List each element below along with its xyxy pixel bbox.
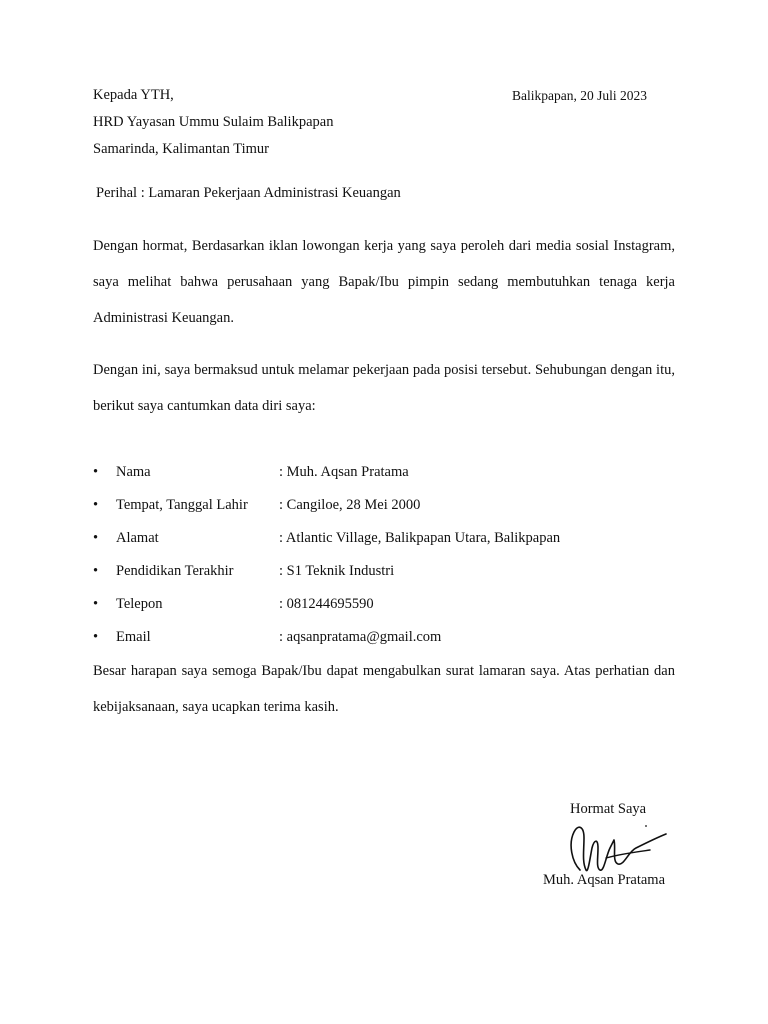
data-field-value: : S1 Teknik Industri [279, 563, 395, 579]
data-field-label: Pendidikan Terakhir [116, 563, 234, 579]
paragraph-intent: Dengan ini, saya bermaksud untuk melamar pekerjaan pada posisi tersebut. Sehubungan dengan itu, berikut saya cantumkan data diri saya: [93, 362, 675, 414]
data-field-label: Tempat, Tanggal Lahir [116, 497, 248, 513]
data-field-label: Telepon [116, 596, 163, 612]
bullet-icon: • [93, 629, 99, 645]
recipient-line-2: HRD Yayasan Ummu Sulaim Balikpapan [93, 114, 334, 130]
list-item [93, 458, 675, 491]
recipient-line-1: Kepada YTH, [93, 87, 174, 103]
data-field-label: Email [116, 629, 151, 645]
data-field-label: Nama [116, 464, 151, 480]
data-field-value: : Cangiloe, 28 Mei 2000 [279, 497, 421, 513]
data-field-value: : aqsanpratama@gmail.com [279, 629, 442, 645]
closing-salutation: Hormat Saya [570, 801, 647, 817]
personal-data-list [93, 458, 675, 656]
bullet-icon: • [93, 563, 99, 579]
data-field-label: Alamat [116, 530, 159, 546]
signer-name: Muh. Aqsan Pratama [543, 872, 666, 888]
list-item [93, 491, 675, 524]
data-field-value: : Atlantic Village, Balikpapan Utara, Balikpapan [279, 530, 561, 546]
data-field-value: : Muh. Aqsan Pratama [279, 464, 409, 480]
paragraph-opening: Dengan hormat, Berdasarkan iklan lowongan kerja yang saya peroleh dari media sosial Instagram, saya melihat bahwa perusahaan yang Bapak/Ibu pimpin sedang membutuhkan tenaga kerja Administrasi Keuangan. [93, 238, 675, 326]
list-item [93, 524, 675, 557]
subject-line: Perihal : Lamaran Pekerjaan Administrasi Keuangan [96, 185, 401, 201]
bullet-icon: • [93, 497, 99, 513]
recipient-line-3: Samarinda, Kalimantan Timur [93, 141, 269, 157]
list-item [93, 590, 675, 623]
data-field-value: : 081244695590 [279, 596, 374, 612]
bullet-icon: • [93, 464, 99, 480]
list-item [93, 623, 675, 656]
bullet-icon: • [93, 530, 99, 546]
paragraph-closing: Besar harapan saya semoga Bapak/Ibu dapat mengabulkan surat lamaran saya. Atas perhatian dan kebijaksanaan, saya ucapkan terima kasih. [93, 663, 675, 715]
list-item [93, 557, 675, 590]
place-date: Balikpapan, 20 Juli 2023 [512, 88, 647, 103]
bullet-icon: • [93, 596, 99, 612]
